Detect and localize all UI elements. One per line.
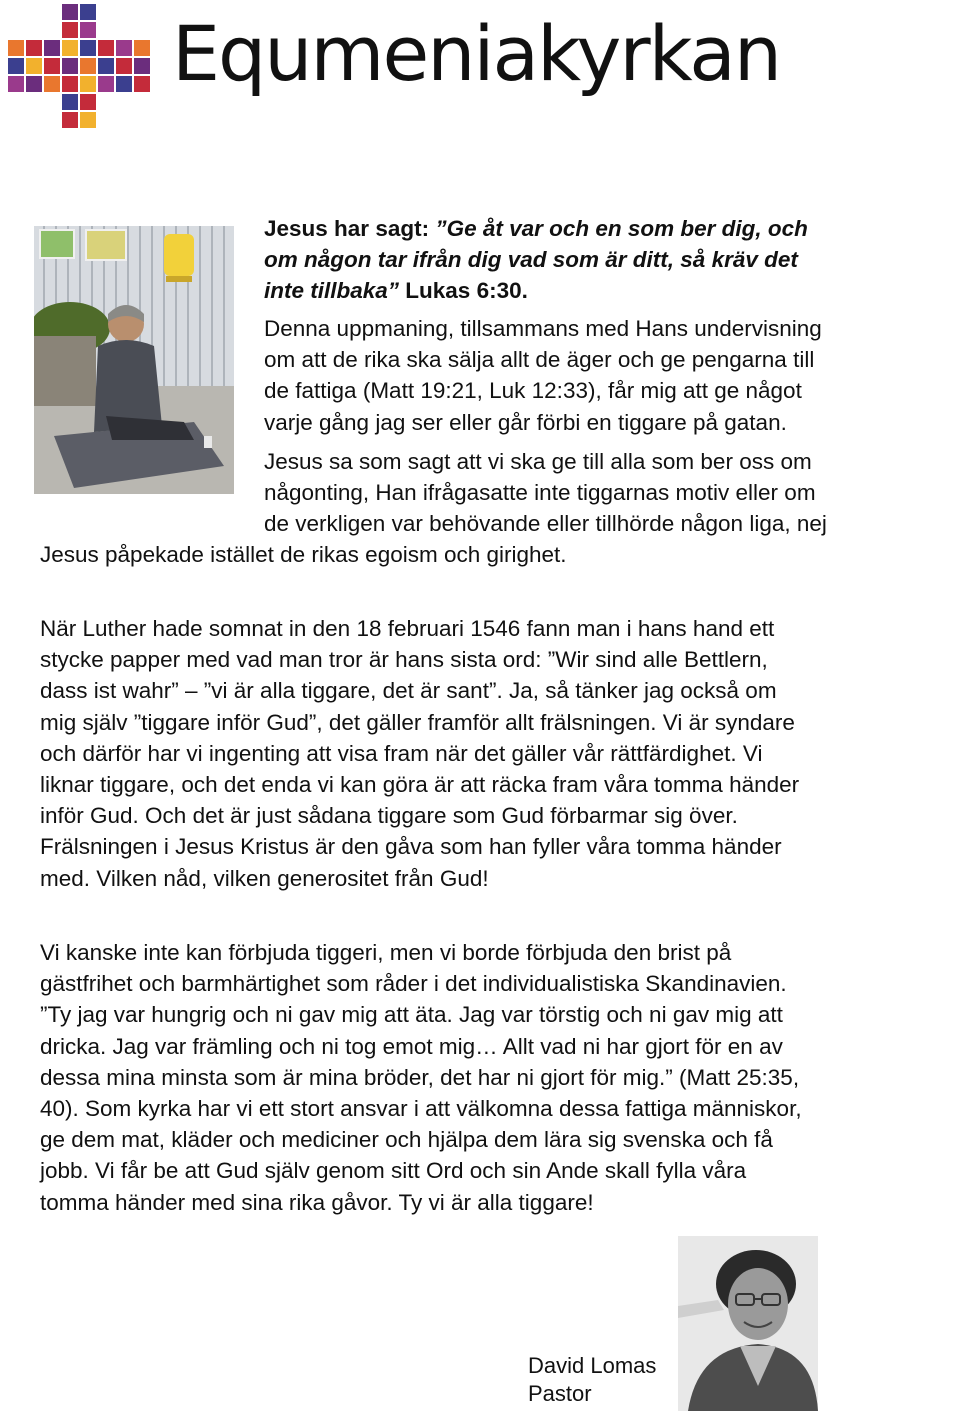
- paragraph-line: de verkligen var behövande eller tillhörde någon liga, nej: [264, 511, 827, 537]
- paragraph-line: stycke papper med vad man tror är hans sista ord: ”Wir sind alle Bettlern,: [40, 647, 768, 673]
- paragraph-line: någonting, Han ifrågasatte inte tiggarnas motiv eller om: [264, 480, 816, 506]
- quote-line-1: ”Ge åt var och en som ber dig, och: [435, 216, 808, 241]
- paragraph-line: dessa mina minsta som är mina bröder, det har ni gjort för mig.” (Matt 25:35,: [40, 1064, 800, 1090]
- paragraph-line: inför Gud. Och det är just sådana tiggare som Gud förbarmar sig över.: [40, 803, 738, 829]
- signature-title: Pastor: [528, 1381, 592, 1406]
- pastor-photo: [678, 1236, 818, 1411]
- paragraph-line: tomma händer med sina rika gåvor. Ty vi är alla tiggare!: [40, 1189, 594, 1215]
- paragraph-line: Vi kanske inte kan förbjuda tiggeri, men vi borde förbjuda den brist på: [40, 940, 732, 965]
- paragraph-line: jobb. Vi får be att Gud själv genom sitt Ord och sin Ande skall fylla våra: [40, 1158, 747, 1184]
- paragraph-3: [40, 613, 940, 894]
- paragraph-line: om att de rika ska sälja allt de äger och ge pengarna till: [264, 347, 815, 373]
- paragraph-line: När Luther hade somnat in den 18 februari 1546 fann man i hans hand ett: [40, 616, 775, 641]
- signature: [528, 1352, 656, 1408]
- brand-logo-icon: [6, 4, 150, 128]
- paragraph-line: mig själv ”tiggare inför Gud”, det gäller framför allt frälsningen. Vi är syndare: [40, 709, 795, 735]
- paragraph-line: Jesus sa som sagt att vi ska ge till alla som ber oss om: [264, 449, 812, 474]
- paragraph-line: dass ist wahr” – ”vi är alla tiggare, det är sant”. Ja, så tänker jag också om: [40, 678, 777, 704]
- paragraph-2-top: [264, 446, 944, 540]
- paragraph-line: Denna uppmaning, tillsammans med Hans undervisning: [264, 316, 822, 341]
- paragraph-line: de fattiga (Matt 19:21, Luk 12:33), får mig att ge något: [264, 378, 802, 404]
- paragraph-line: liknar tiggare, och det enda vi kan göra är att räcka fram våra tomma händer: [40, 772, 800, 798]
- brand-wordmark: Equmeniakyrkan: [172, 9, 781, 98]
- paragraph-line: dricka. Jag var främling och ni tog emot mig… Allt vad ni har gjort för en av: [40, 1033, 783, 1059]
- paragraph-line: ”Ty jag var hungrig och ni gav mig att äta. Jag var törstig och ni gav mig att: [40, 1002, 783, 1028]
- paragraph-line: med. Vilken nåd, vilken generositet från Gud!: [40, 865, 489, 891]
- paragraph-line: Frälsningen i Jesus Kristus är den gåva som han fyller våra tomma händer: [40, 834, 782, 860]
- paragraph-line: och därför har vi ingenting att visa fram när det gäller vår rättfärdighet. Vi: [40, 740, 763, 766]
- brand-mosaic-icon: [6, 4, 150, 128]
- quote-lead: Jesus har sagt:: [264, 216, 436, 241]
- quote-line-3: inte tillbaka”: [264, 278, 406, 304]
- quote-reference: Lukas 6:30.: [405, 278, 528, 304]
- beggar-photo: [34, 226, 234, 494]
- paragraph-1: [264, 313, 944, 438]
- paragraph-4: [40, 937, 940, 1218]
- paragraph-line: varje gång jag ser eller går förbi en tiggare på gatan.: [264, 409, 787, 435]
- paragraph-line: gästfrihet och barmhärtighet som råder i det individualistiska Skandinavien.: [40, 971, 787, 997]
- quote-line-2: om någon tar ifrån dig vad som är ditt, så kräv det: [264, 247, 798, 273]
- paragraph-2-bottom: [40, 539, 940, 570]
- bible-quote: [264, 213, 944, 307]
- paragraph-line: ge dem mat, kläder och mediciner och hjälpa dem lära sig svenska och få: [40, 1127, 773, 1153]
- signature-name: David Lomas: [528, 1353, 657, 1378]
- paragraph-line: Jesus påpekade istället de rikas egoism och girighet.: [40, 542, 567, 567]
- paragraph-line: 40). Som kyrka har vi ett stort ansvar i att välkomna dessa fattiga människor,: [40, 1096, 802, 1122]
